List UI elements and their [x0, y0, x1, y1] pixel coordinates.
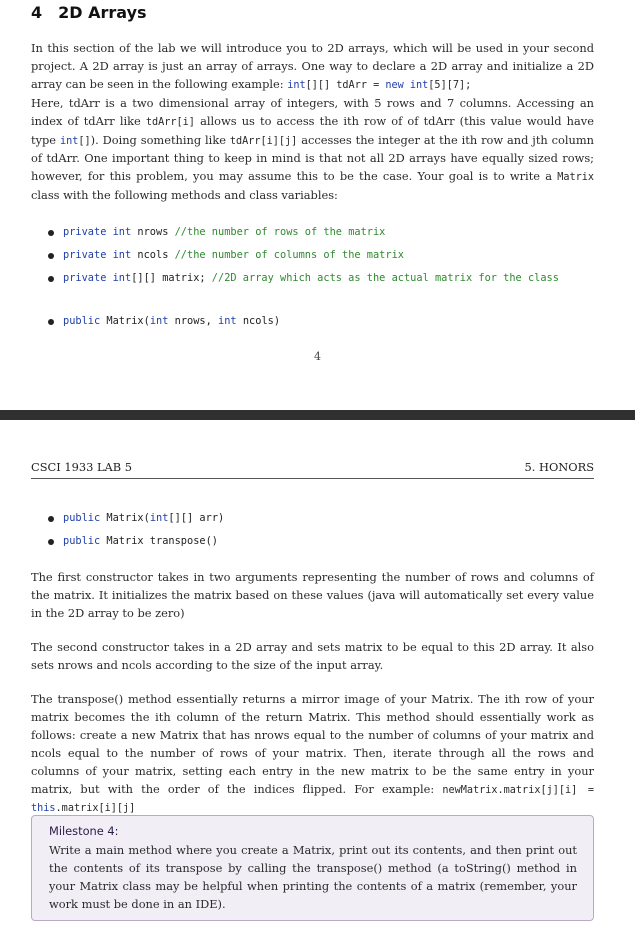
- code-keyword: int: [59, 135, 79, 147]
- section-number: 4: [31, 3, 43, 22]
- running-header-right: 5. HONORS: [524, 460, 594, 474]
- code: .matrix[i][j]: [55, 803, 136, 815]
- bullet-icon: [48, 539, 54, 545]
- transpose-paragraph: [31, 691, 594, 818]
- code-keyword: int: [149, 315, 169, 327]
- constructor2-paragraph: The second constructor takes in a 2D array and sets matrix to be equal to this 2D array. It also sets nrows and ncols according to the size of the input array.: [31, 640, 594, 672]
- bullet-icon: [48, 253, 54, 259]
- code-keyword: int: [149, 512, 169, 524]
- code: [][] tdArr =: [305, 79, 386, 91]
- milestone-box: [31, 815, 594, 921]
- page-4: [0, 0, 635, 410]
- code: tdArr[i]: [145, 116, 195, 128]
- text: allows us to access the ith row of of tdArr (this value would have type: [31, 113, 594, 147]
- code: [][] matrix;: [131, 272, 212, 284]
- code: Matrix: [557, 172, 594, 184]
- code-keyword: this: [31, 803, 56, 815]
- code: Matrix(: [100, 512, 150, 524]
- text: In this section of the lab we will introduce you to 2D arrays, which will be used in your second project. A 2D array is just an array of arrays. One way to declare a 2D array and initialize a 2D array can be seen in the following example:: [31, 41, 594, 91]
- bullet-icon: [48, 319, 54, 325]
- code-comment: //the number of columns of the matrix: [174, 249, 404, 261]
- code: [5][7];: [428, 79, 472, 91]
- code: nrows: [131, 226, 175, 238]
- page-number: 4: [314, 350, 321, 363]
- code-keyword: private int: [63, 272, 132, 284]
- section-title: 2D Arrays: [58, 3, 147, 22]
- running-header-left: CSCI 1933 LAB 5: [31, 460, 132, 474]
- code-comment: //2D array which acts as the actual matrix for the class: [211, 272, 559, 284]
- header-rule: [31, 478, 594, 479]
- code-keyword: private int: [63, 226, 132, 238]
- text: ). Doing something like: [90, 132, 230, 147]
- code: [][] arr): [168, 512, 225, 524]
- code: Matrix transpose(): [100, 535, 218, 547]
- bullet-icon: [48, 516, 54, 522]
- code: nrows,: [168, 315, 219, 327]
- bullet-icon: [48, 230, 54, 236]
- text: accesses the integer at the ith row and jth column of tdArr. One important thing to keep in mind is that not all 2D arrays have equally sized rows; however, for this problem, you may assume this to be the case. Your goal is to write a: [31, 132, 594, 184]
- milestone-text: Write a main method where you create a Matrix, print out its contents, and then print out the contents of its transpose by calling the transpose() method (a toString() method in your Matrix class may be helpful when printing the contents of a matrix (remember, your work must be done in an IDE).: [49, 843, 577, 911]
- code: []: [78, 135, 91, 147]
- code-keyword: public: [63, 535, 101, 547]
- code-keyword: int: [287, 79, 306, 91]
- code-comment: //the number of rows of the matrix: [174, 226, 386, 238]
- bullet-icon: [48, 276, 54, 282]
- code-keyword: private int: [63, 249, 132, 261]
- code-keyword: new int: [385, 79, 429, 91]
- code: newMatrix.matrix[j][i] =: [442, 784, 595, 796]
- text: class with the following methods and class variables:: [31, 188, 338, 203]
- code: ncols: [131, 249, 175, 261]
- constructor1-paragraph: The first constructor takes in two arguments representing the number of rows and columns of the matrix. It initializes the matrix based on these values (java will automatically set every value in the 2D array to be zero): [31, 570, 594, 620]
- code-keyword: public: [63, 512, 101, 524]
- intro-paragraph: [31, 40, 594, 205]
- code: Matrix(: [100, 315, 150, 327]
- code: tdArr[i][j]: [229, 135, 298, 147]
- text: Here, tdArr is a two dimensional array of integers, with 5 rows and 7 columns. Accessing an index of tdArr like: [31, 95, 594, 128]
- text: The transpose() method essentially returns a mirror image of your Matrix. The ith row of your matrix becomes the ith column of the return Matrix. This method should essentially work as follows: create a new Matrix that has nrows equal to the number of columns of your matrix and ncols equal to the number of rows of your matrix. Then, iterate through all the rows and columns of your matrix, setting each entry in the new matrix to be the same entry in your matrix, but with the order of the indices flipped. For example:: [31, 692, 594, 796]
- code-keyword: int: [218, 315, 237, 327]
- section-heading: [31, 3, 147, 22]
- milestone-title: Milestone 4:: [49, 824, 119, 838]
- page-divider: [0, 410, 635, 420]
- code: ncols): [236, 315, 281, 327]
- code-keyword: public: [63, 315, 101, 327]
